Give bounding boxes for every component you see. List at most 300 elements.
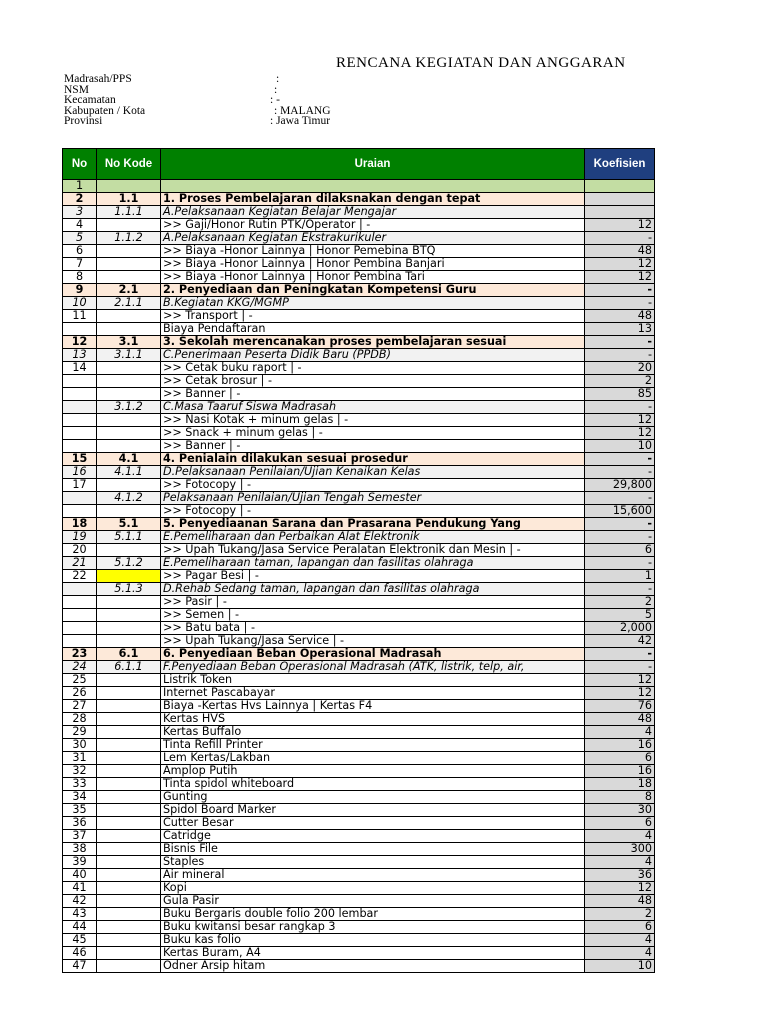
table-row	[63, 271, 655, 284]
table-row	[63, 960, 655, 973]
cell-koefisien: 12	[585, 414, 655, 427]
cell-kode	[97, 804, 161, 817]
cell-no: 33	[63, 778, 97, 791]
table-row	[63, 726, 655, 739]
cell-uraian: >> Pasir | -	[161, 596, 585, 609]
cell-uraian: Staples	[161, 856, 585, 869]
cell-kode	[97, 362, 161, 375]
cell-koefisien: 18	[585, 778, 655, 791]
cell-uraian: Biaya -Kertas Hvs Lainnya | Kertas F4	[161, 700, 585, 713]
cell-koefisien: 5	[585, 609, 655, 622]
cell-kode	[97, 726, 161, 739]
cell-koefisien: 4	[585, 947, 655, 960]
cell-kode	[97, 947, 161, 960]
cell-uraian: Amplop Putih	[161, 765, 585, 778]
cell-uraian: 3. Sekolah merencanakan proses pembelajaran sesuai	[161, 336, 585, 349]
cell-koefisien: 10	[585, 440, 655, 453]
table-row	[63, 505, 655, 518]
cell-koefisien: 48	[585, 895, 655, 908]
cell-no: 18	[63, 518, 97, 531]
cell-kode: 2.1	[97, 284, 161, 297]
cell-koefisien: 16	[585, 739, 655, 752]
cell-no: 31	[63, 752, 97, 765]
cell-uraian: >> Fotocopy | -	[161, 505, 585, 518]
table-row	[63, 362, 655, 375]
cell-no: 36	[63, 817, 97, 830]
cell-uraian: >> Pagar Besi | -	[161, 570, 585, 583]
cell-koefisien: 12	[585, 687, 655, 700]
table-row	[63, 908, 655, 921]
cell-koefisien: -	[585, 661, 655, 674]
cell-kode	[97, 765, 161, 778]
cell-no: 32	[63, 765, 97, 778]
cell-koefisien: -	[585, 232, 655, 245]
cell-no: 44	[63, 921, 97, 934]
cell-no: 8	[63, 271, 97, 284]
cell-no: 12	[63, 336, 97, 349]
cell-kode	[97, 921, 161, 934]
cell-kode	[97, 856, 161, 869]
cell-kode: 1.1	[97, 193, 161, 206]
cell-koefisien: 6	[585, 544, 655, 557]
cell-uraian: Tinta spidol whiteboard	[161, 778, 585, 791]
table-row	[63, 856, 655, 869]
cell-kode	[97, 817, 161, 830]
table-row	[63, 180, 655, 193]
table-row	[63, 297, 655, 310]
table-row	[63, 713, 655, 726]
table-row	[63, 661, 655, 674]
cell-koefisien: 48	[585, 713, 655, 726]
cell-kode	[97, 427, 161, 440]
cell-no: 10	[63, 297, 97, 310]
cell-uraian: E.Pemeliharaan taman, lapangan dan fasilitas olahraga	[161, 557, 585, 570]
table-row	[63, 700, 655, 713]
cell-no: 29	[63, 726, 97, 739]
table-row	[63, 453, 655, 466]
table-row	[63, 804, 655, 817]
cell-koefisien: -	[585, 518, 655, 531]
cell-no: 47	[63, 960, 97, 973]
cell-no: 11	[63, 310, 97, 323]
cell-kode	[97, 245, 161, 258]
cell-uraian: 1. Proses Pembelajaran dilaksnakan dengan tepat	[161, 193, 585, 206]
cell-koefisien: 48	[585, 310, 655, 323]
cell-uraian: 2. Penyediaan dan Peningkatan Kompetensi Guru	[161, 284, 585, 297]
table-row	[63, 609, 655, 622]
cell-uraian: >> Snack + minum gelas | -	[161, 427, 585, 440]
table-row	[63, 375, 655, 388]
cell-uraian: Catridge	[161, 830, 585, 843]
cell-koefisien: -	[585, 453, 655, 466]
info-value: : Jawa Timur	[270, 115, 331, 128]
cell-kode	[97, 934, 161, 947]
cell-kode: 5.1.2	[97, 557, 161, 570]
cell-no: 43	[63, 908, 97, 921]
cell-kode	[97, 479, 161, 492]
cell-kode	[97, 752, 161, 765]
cell-koefisien: 76	[585, 700, 655, 713]
cell-kode	[97, 180, 161, 193]
cell-kode	[97, 674, 161, 687]
cell-kode	[97, 882, 161, 895]
info-value: : MALANG	[274, 104, 331, 117]
cell-uraian: Gunting	[161, 791, 585, 804]
cell-koefisien: 12	[585, 427, 655, 440]
cell-koefisien: 4	[585, 856, 655, 869]
cell-koefisien: 29,800	[585, 479, 655, 492]
cell-no: 20	[63, 544, 97, 557]
cell-koefisien: 12	[585, 882, 655, 895]
cell-koefisien: -	[585, 336, 655, 349]
cell-no: 13	[63, 349, 97, 362]
cell-kode	[97, 960, 161, 973]
cell-uraian: Listrik Token	[161, 674, 585, 687]
cell-uraian: Buku Bergaris double folio 200 lembar	[161, 908, 585, 921]
cell-no: 30	[63, 739, 97, 752]
cell-koefisien: 30	[585, 804, 655, 817]
cell-koefisien: 4	[585, 934, 655, 947]
cell-kode	[97, 414, 161, 427]
cell-uraian: Kertas Buffalo	[161, 726, 585, 739]
cell-kode	[97, 505, 161, 518]
cell-koefisien: 85	[585, 388, 655, 401]
cell-koefisien: 48	[585, 245, 655, 258]
table-row	[63, 817, 655, 830]
cell-koefisien: 4	[585, 830, 655, 843]
cell-no	[63, 583, 97, 596]
cell-kode: 4.1	[97, 453, 161, 466]
cell-uraian: C.Penerimaan Peserta Didik Baru (PPDB)	[161, 349, 585, 362]
cell-uraian: D.Rehab Sedang taman, lapangan dan fasilitas olahraga	[161, 583, 585, 596]
cell-koefisien: -	[585, 401, 655, 414]
cell-koefisien: 15,600	[585, 505, 655, 518]
cell-kode: 2.1.1	[97, 297, 161, 310]
cell-kode	[97, 843, 161, 856]
cell-no: 2	[63, 193, 97, 206]
cell-koefisien: -	[585, 557, 655, 570]
cell-no: 26	[63, 687, 97, 700]
table-row	[63, 830, 655, 843]
table-row	[63, 401, 655, 414]
cell-kode: 6.1.1	[97, 661, 161, 674]
cell-koefisien: 16	[585, 765, 655, 778]
table-header-row	[63, 149, 655, 180]
cell-uraian: Cutter Besar	[161, 817, 585, 830]
cell-koefisien: 6	[585, 817, 655, 830]
cell-kode: 1.1.2	[97, 232, 161, 245]
cell-koefisien: 12	[585, 258, 655, 271]
cell-koefisien: 300	[585, 843, 655, 856]
cell-no: 16	[63, 466, 97, 479]
cell-no	[63, 375, 97, 388]
cell-no: 25	[63, 674, 97, 687]
cell-koefisien: -	[585, 466, 655, 479]
cell-kode	[97, 219, 161, 232]
cell-no: 40	[63, 869, 97, 882]
cell-koefisien: -	[585, 583, 655, 596]
cell-no: 21	[63, 557, 97, 570]
info-label: Madrasah/PPS	[64, 73, 132, 85]
cell-kode	[97, 622, 161, 635]
cell-uraian: Air mineral	[161, 869, 585, 882]
cell-koefisien: -	[585, 492, 655, 505]
cell-uraian: Bisnis File	[161, 843, 585, 856]
cell-no	[63, 414, 97, 427]
cell-koefisien	[585, 206, 655, 219]
table-row	[63, 440, 655, 453]
cell-koefisien	[585, 180, 655, 193]
cell-kode	[97, 544, 161, 557]
cell-uraian: >> Batu bata | -	[161, 622, 585, 635]
cell-kode	[97, 830, 161, 843]
table-row	[63, 765, 655, 778]
cell-uraian: A.Pelaksanaan Kegiatan Belajar Mengajar	[161, 206, 585, 219]
cell-no	[63, 596, 97, 609]
cell-kode: 5.1	[97, 518, 161, 531]
cell-koefisien: 2	[585, 596, 655, 609]
table-row	[63, 193, 655, 206]
info-value: : -	[270, 94, 280, 107]
cell-uraian: 5. Penyediaanan Sarana dan Prasarana Pendukung Yang	[161, 518, 585, 531]
table-row	[63, 596, 655, 609]
cell-no: 7	[63, 258, 97, 271]
cell-no	[63, 635, 97, 648]
cell-koefisien: 12	[585, 674, 655, 687]
table-row	[63, 635, 655, 648]
cell-koefisien: 2	[585, 908, 655, 921]
table-row	[63, 557, 655, 570]
table-row	[63, 284, 655, 297]
cell-no	[63, 323, 97, 336]
cell-uraian: >> Biaya -Honor Lainnya | Honor Pemebina BTQ	[161, 245, 585, 258]
cell-no: 1	[63, 180, 97, 193]
cell-uraian: Odner Arsip hitam	[161, 960, 585, 973]
cell-kode	[97, 895, 161, 908]
cell-uraian: Pelaksanaan Penilaian/Ujian Tengah Semester	[161, 492, 585, 505]
cell-no: 4	[63, 219, 97, 232]
cell-uraian: Buku kas folio	[161, 934, 585, 947]
cell-uraian: E.Pemeliharaan dan Perbaikan Alat Elektronik	[161, 531, 585, 544]
cell-kode: 3.1.1	[97, 349, 161, 362]
cell-uraian: >> Fotocopy | -	[161, 479, 585, 492]
cell-kode: 3.1.2	[97, 401, 161, 414]
cell-koefisien: 2	[585, 375, 655, 388]
table-row	[63, 310, 655, 323]
cell-uraian: Spidol Board Marker	[161, 804, 585, 817]
table-row	[63, 921, 655, 934]
cell-kode: 1.1.1	[97, 206, 161, 219]
cell-no: 41	[63, 882, 97, 895]
cell-no: 28	[63, 713, 97, 726]
cell-uraian: Kertas HVS	[161, 713, 585, 726]
info-value: :	[274, 83, 278, 96]
table-row	[63, 414, 655, 427]
cell-kode	[97, 869, 161, 882]
cell-no: 17	[63, 479, 97, 492]
cell-no	[63, 622, 97, 635]
cell-no: 9	[63, 284, 97, 297]
cell-uraian: >> Cetak brosur | -	[161, 375, 585, 388]
table-row	[63, 791, 655, 804]
table-row	[63, 869, 655, 882]
cell-no: 15	[63, 453, 97, 466]
cell-kode: 5.1.1	[97, 531, 161, 544]
cell-no: 38	[63, 843, 97, 856]
cell-kode: 4.1.1	[97, 466, 161, 479]
cell-koefisien: 2,000	[585, 622, 655, 635]
cell-no: 3	[63, 206, 97, 219]
info-label: NSM	[64, 83, 89, 96]
cell-koefisien: 36	[585, 869, 655, 882]
cell-no: 14	[63, 362, 97, 375]
cell-koefisien: 6	[585, 752, 655, 765]
cell-uraian: >> Banner | -	[161, 388, 585, 401]
table-row	[63, 427, 655, 440]
cell-no	[63, 492, 97, 505]
cell-no	[63, 440, 97, 453]
cell-no	[63, 609, 97, 622]
cell-kode	[97, 310, 161, 323]
table-row	[63, 778, 655, 791]
cell-koefisien: -	[585, 531, 655, 544]
cell-koefisien: 4	[585, 726, 655, 739]
cell-uraian: >> Gaji/Honor Rutin PTK/Operator | -	[161, 219, 585, 232]
table-row	[63, 895, 655, 908]
cell-uraian: F.Penyediaan Beban Operasional Madrasah (ATK, listrik, telp, air,	[161, 661, 585, 674]
table-row	[63, 245, 655, 258]
table-row	[63, 843, 655, 856]
cell-kode	[97, 596, 161, 609]
cell-uraian: Biaya Pendaftaran	[161, 323, 585, 336]
cell-no: 45	[63, 934, 97, 947]
table-row	[63, 544, 655, 557]
cell-koefisien: -	[585, 284, 655, 297]
cell-koefisien: -	[585, 648, 655, 661]
cell-uraian: >> Semen | -	[161, 609, 585, 622]
table-row	[63, 258, 655, 271]
cell-kode	[97, 388, 161, 401]
header-uraian: Uraian	[161, 149, 585, 180]
cell-koefisien: 20	[585, 362, 655, 375]
cell-koefisien	[585, 193, 655, 206]
table-row	[63, 570, 655, 583]
cell-no: 19	[63, 531, 97, 544]
cell-no: 22	[63, 570, 97, 583]
cell-uraian: B.Kegiatan KKG/MGMP	[161, 297, 585, 310]
cell-kode	[97, 778, 161, 791]
table-row	[63, 349, 655, 362]
cell-kode	[97, 609, 161, 622]
table-row	[63, 466, 655, 479]
cell-uraian: >> Nasi Kotak + minum gelas | -	[161, 414, 585, 427]
cell-kode: 4.1.2	[97, 492, 161, 505]
cell-uraian: Kertas Buram, A4	[161, 947, 585, 960]
table-row	[63, 739, 655, 752]
cell-uraian: Gula Pasir	[161, 895, 585, 908]
cell-uraian: C.Masa Taaruf Siswa Madrasah	[161, 401, 585, 414]
cell-uraian: >> Transport | -	[161, 310, 585, 323]
table-row	[63, 323, 655, 336]
table-row	[63, 492, 655, 505]
table-row	[63, 934, 655, 947]
document-title: RENCANA KEGIATAN DAN ANGGARAN	[336, 55, 626, 71]
info-value: :	[276, 73, 280, 85]
cell-no: 24	[63, 661, 97, 674]
cell-no: 23	[63, 648, 97, 661]
cell-koefisien: 13	[585, 323, 655, 336]
cell-kode	[97, 713, 161, 726]
info-label: Kabupaten / Kota	[64, 104, 146, 117]
cell-koefisien: 12	[585, 271, 655, 284]
cell-no: 39	[63, 856, 97, 869]
cell-no: 46	[63, 947, 97, 960]
table-row	[63, 531, 655, 544]
info-label: Provinsi	[64, 115, 103, 128]
cell-uraian: A.Pelaksanaan Kegiatan Ekstrakurikuler	[161, 232, 585, 245]
table-row	[63, 219, 655, 232]
cell-no: 6	[63, 245, 97, 258]
cell-uraian: Internet Pascabayar	[161, 687, 585, 700]
cell-no	[63, 427, 97, 440]
cell-koefisien: 12	[585, 219, 655, 232]
cell-kode	[97, 570, 161, 583]
cell-kode	[97, 375, 161, 388]
header-koefisien: Koefisien	[585, 149, 655, 180]
cell-uraian: D.Pelaksanaan Penilaian/Ujian Kenaikan Kelas	[161, 466, 585, 479]
cell-kode	[97, 440, 161, 453]
cell-kode	[97, 323, 161, 336]
cell-uraian: 4. Penialain dilakukan sesuai prosedur	[161, 453, 585, 466]
cell-koefisien: -	[585, 297, 655, 310]
cell-uraian: Tinta Refill Printer	[161, 739, 585, 752]
cell-uraian: 6. Penyediaan Beban Operasional Madrasah	[161, 648, 585, 661]
cell-kode	[97, 687, 161, 700]
table-row	[63, 479, 655, 492]
table-row	[63, 947, 655, 960]
cell-no: 37	[63, 830, 97, 843]
cell-uraian: >> Upah Tukang/Jasa Service Peralatan Elektronik dan Mesin | -	[161, 544, 585, 557]
cell-uraian	[161, 180, 585, 193]
cell-kode	[97, 739, 161, 752]
table-row	[63, 687, 655, 700]
header-kode: No Kode	[97, 149, 161, 180]
info-label: Kecamatan	[64, 94, 116, 107]
table-row	[63, 583, 655, 596]
cell-no: 42	[63, 895, 97, 908]
table-row	[63, 206, 655, 219]
cell-no	[63, 401, 97, 414]
cell-kode: 6.1	[97, 648, 161, 661]
cell-uraian: >> Biaya -Honor Lainnya | Honor Pembina Banjari	[161, 258, 585, 271]
cell-uraian: >> Upah Tukang/Jasa Service | -	[161, 635, 585, 648]
table-row	[63, 232, 655, 245]
cell-uraian: Buku kwitansi besar rangkap 3	[161, 921, 585, 934]
cell-no	[63, 388, 97, 401]
cell-kode: 5.1.3	[97, 583, 161, 596]
cell-kode	[97, 635, 161, 648]
cell-no: 34	[63, 791, 97, 804]
table-row	[63, 518, 655, 531]
cell-no: 5	[63, 232, 97, 245]
cell-kode	[97, 271, 161, 284]
table-row	[63, 648, 655, 661]
table-row	[63, 388, 655, 401]
cell-uraian: >> Biaya -Honor Lainnya | Honor Pembina Tari	[161, 271, 585, 284]
cell-koefisien: 42	[585, 635, 655, 648]
cell-kode	[97, 908, 161, 921]
cell-kode	[97, 700, 161, 713]
